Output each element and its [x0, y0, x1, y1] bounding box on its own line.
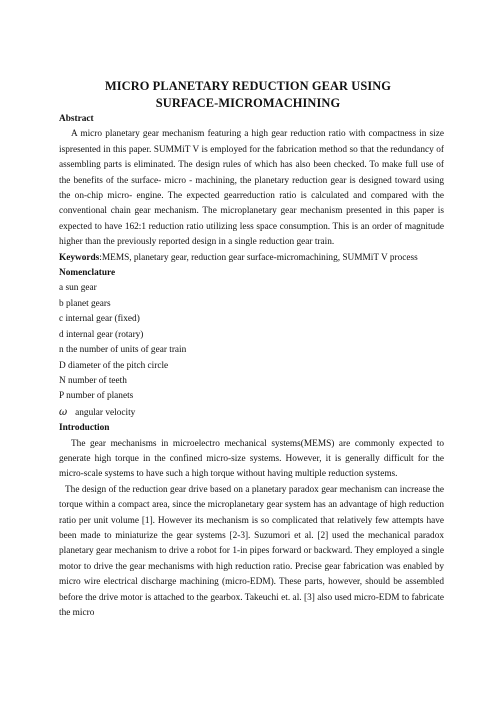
nomenclature-heading: Nomenclature	[59, 268, 116, 279]
nomenclature-item: a sun gear	[59, 283, 97, 294]
intro-paragraph-1: The gear mechanisms in microelectro mechanical systems(MEMS) are commonly expected to generate high torque in the confined micro-size systems. However, it is generally difficult for the micro-scale systems to have such a high torque without having multiple reduction systems.	[59, 438, 444, 480]
paper-body	[59, 112, 444, 621]
nomenclature-item: N number of teeth	[59, 375, 127, 386]
paper-title-line-2: SURFACE-MICROMACHINING	[155, 96, 341, 110]
intro-paragraph-2: The design of the reduction gear drive based on a planetary paradox gear mechanism can increase the torque within a compact area, since the microplanetary gear system has an advantage of high reduction ratio per unit volume [1]. However its mechanism is so complicated that relatively few attempts have been made to miniaturize the gear systems [2-3]. Suzumori et al. [2] used the mechanical paradox planetary gear mechanism to drive a robot for 1-in pipes forward or backward. They employed a single motor to drive the gear mechanisms with high reduction ratio. Precise gear fabrication was enabled by micro wire electrical discharge machining (micro-EDM). These parts, however, should be assembled before the drive motor is attached to the gearbox. Takeuchi et. al. [3] also used micro-EDM to fabricate the micro	[59, 484, 444, 618]
nomenclature-item: D diameter of the pitch circle	[59, 360, 169, 371]
omega-symbol: ω	[59, 406, 68, 418]
introduction-heading: Introduction	[59, 423, 110, 434]
nomenclature-item-omega	[59, 405, 444, 421]
keywords-text: :MEMS, planetary gear, reduction gear surface-micromachining, SUMMiT V process	[99, 252, 418, 263]
nomenclature-item: c internal gear (fixed)	[59, 314, 140, 325]
paper-title-line-1: MICRO PLANETARY REDUCTION GEAR USING	[104, 79, 392, 93]
nomenclature-item: b planet gears	[59, 298, 111, 309]
abstract-text: A micro planetary gear mechanism featuring a high gear reduction ratio with compactness in size ispresented in this paper. SUMMiT V is employed for the fabrication method so that the redundancy of assembling parts is eliminated. The design rules of which has also been checked. To make full use of the benefits of the surface- micro - machining, the planetary reduction gear is designed toward using the on-chip micro- engine. The expected gearreduction ratio is calculated and compared with the conventional chain gear mechanism. The microplanetary gear mechanism presented in this paper is expected to have 162:1 reduction ratio utilizing less space consumption. This is an order of magnitude higher than the previously reported design in a single reduction gear train.	[59, 129, 444, 248]
abstract-heading: Abstract	[59, 114, 94, 124]
nomenclature-item: d internal gear (rotary)	[59, 329, 144, 340]
nomenclature-item: P number of planets	[59, 391, 134, 402]
omega-description: angular velocity	[75, 407, 136, 418]
keywords-line	[59, 251, 444, 266]
keywords-label: Keywords	[59, 252, 100, 263]
nomenclature-item: n the number of units of gear train	[59, 345, 187, 356]
